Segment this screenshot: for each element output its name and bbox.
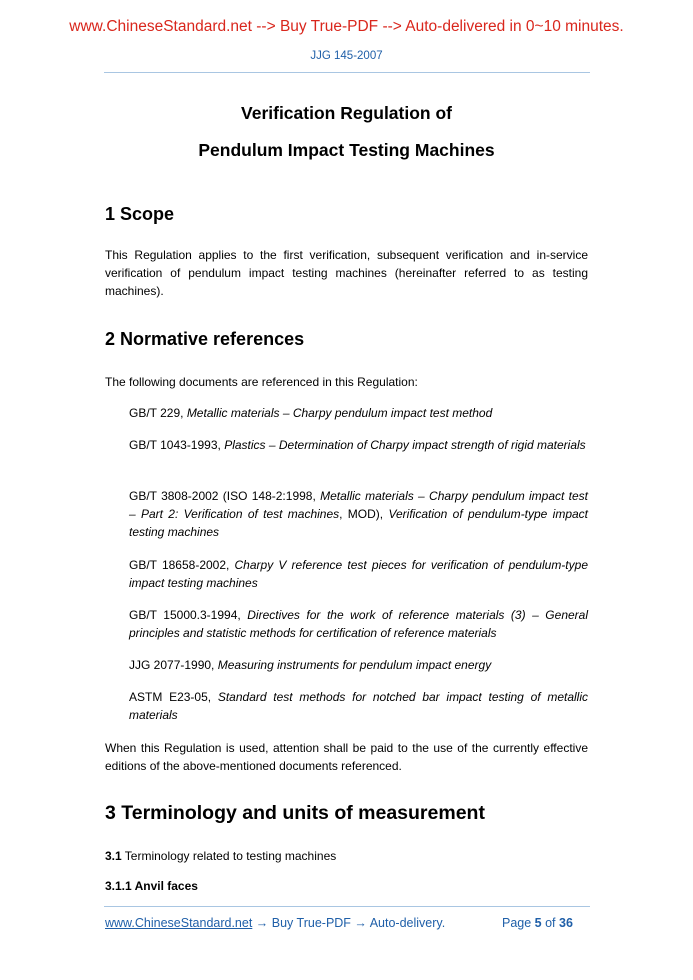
document-code: JJG 145-2007 [310, 50, 383, 62]
reference-title: Metallic materials – Charpy pendulum impact test – Part 2: Verification of test machines [129, 489, 588, 521]
section-1-heading: 1 Scope [105, 204, 175, 224]
subsection-3-1 [105, 847, 588, 865]
subsection-title: Terminology related to testing machines [121, 849, 337, 863]
reference-title: Charpy V reference test pieces for verification of pendulum-type impact testing machines [129, 558, 588, 590]
reference-code: GB/T 15000.3-1994, [129, 608, 248, 622]
reference-item [129, 436, 588, 454]
reference-code: GB/T 229, [129, 406, 187, 420]
footer-site-link[interactable]: www.ChineseStandard.net [105, 916, 253, 930]
page-of-label: of [541, 916, 559, 930]
reference-code: GB/T 1043-1993, [129, 438, 225, 452]
page-label: Page [502, 916, 535, 930]
reference-item [129, 404, 588, 422]
section-2-intro: The following documents are referenced in this Regulation: [105, 375, 418, 389]
reference-item [129, 556, 588, 592]
section-1-body: This Regulation applies to the first verification, subsequent verification and in-service verification of pendulum impact testing machines (hereinafter referred to as testing machines). [105, 248, 588, 298]
footer-link[interactable] [105, 916, 445, 930]
reference-item [129, 606, 588, 642]
title-line-1: Verification Regulation of [241, 103, 452, 123]
reference-code: GB/T 3808-2002 (ISO 148-2:1998, [129, 489, 321, 503]
reference-title: Plastics – Determination of Charpy impact strength of rigid materials [224, 438, 586, 452]
reference-title: Standard test methods for notched bar impact testing of metallic materials [129, 690, 588, 722]
reference-code: JJG 2077-1990, [129, 658, 218, 672]
reference-code: ASTM E23-05, [129, 690, 218, 704]
title-line-2: Pendulum Impact Testing Machines [198, 140, 495, 160]
reference-note: , MOD), [339, 507, 389, 521]
page-number: 5 [534, 916, 542, 930]
reference-title: Directives for the work of reference materials (3) – General principles and statistic methods for certification of reference materials [129, 608, 589, 640]
footer-link-rest: → Buy True-PDF → Auto-delivery. [252, 916, 446, 930]
footer-divider [104, 906, 590, 907]
section-2-closing: When this Regulation is used, attention shall be paid to the use of the currently effective editions of the above-mentioned documents referenced. [105, 741, 588, 773]
header-divider [104, 72, 590, 73]
top-banner[interactable]: www.ChineseStandard.net --> Buy True-PDF --> Auto-delivered in 0~10 minutes. [69, 18, 624, 35]
subsection-number: 3.1 [105, 849, 122, 863]
subsection-3-1-1: 3.1.1 Anvil faces [105, 879, 198, 893]
section-3-heading: 3 Terminology and units of measurement [105, 802, 485, 824]
reference-code: GB/T 18658-2002, [129, 558, 235, 572]
reference-title: Metallic materials – Charpy pendulum impact test method [186, 406, 493, 420]
page-total: 36 [559, 916, 573, 930]
reference-item [129, 688, 588, 724]
reference-title-secondary: Verification of pendulum-type impact testing machines [129, 507, 589, 539]
reference-title: Measuring instruments for pendulum impact energy [217, 658, 492, 672]
page-indicator [502, 916, 573, 930]
reference-item [129, 656, 588, 674]
reference-item [129, 487, 588, 541]
section-2-heading: 2 Normative references [105, 329, 305, 349]
